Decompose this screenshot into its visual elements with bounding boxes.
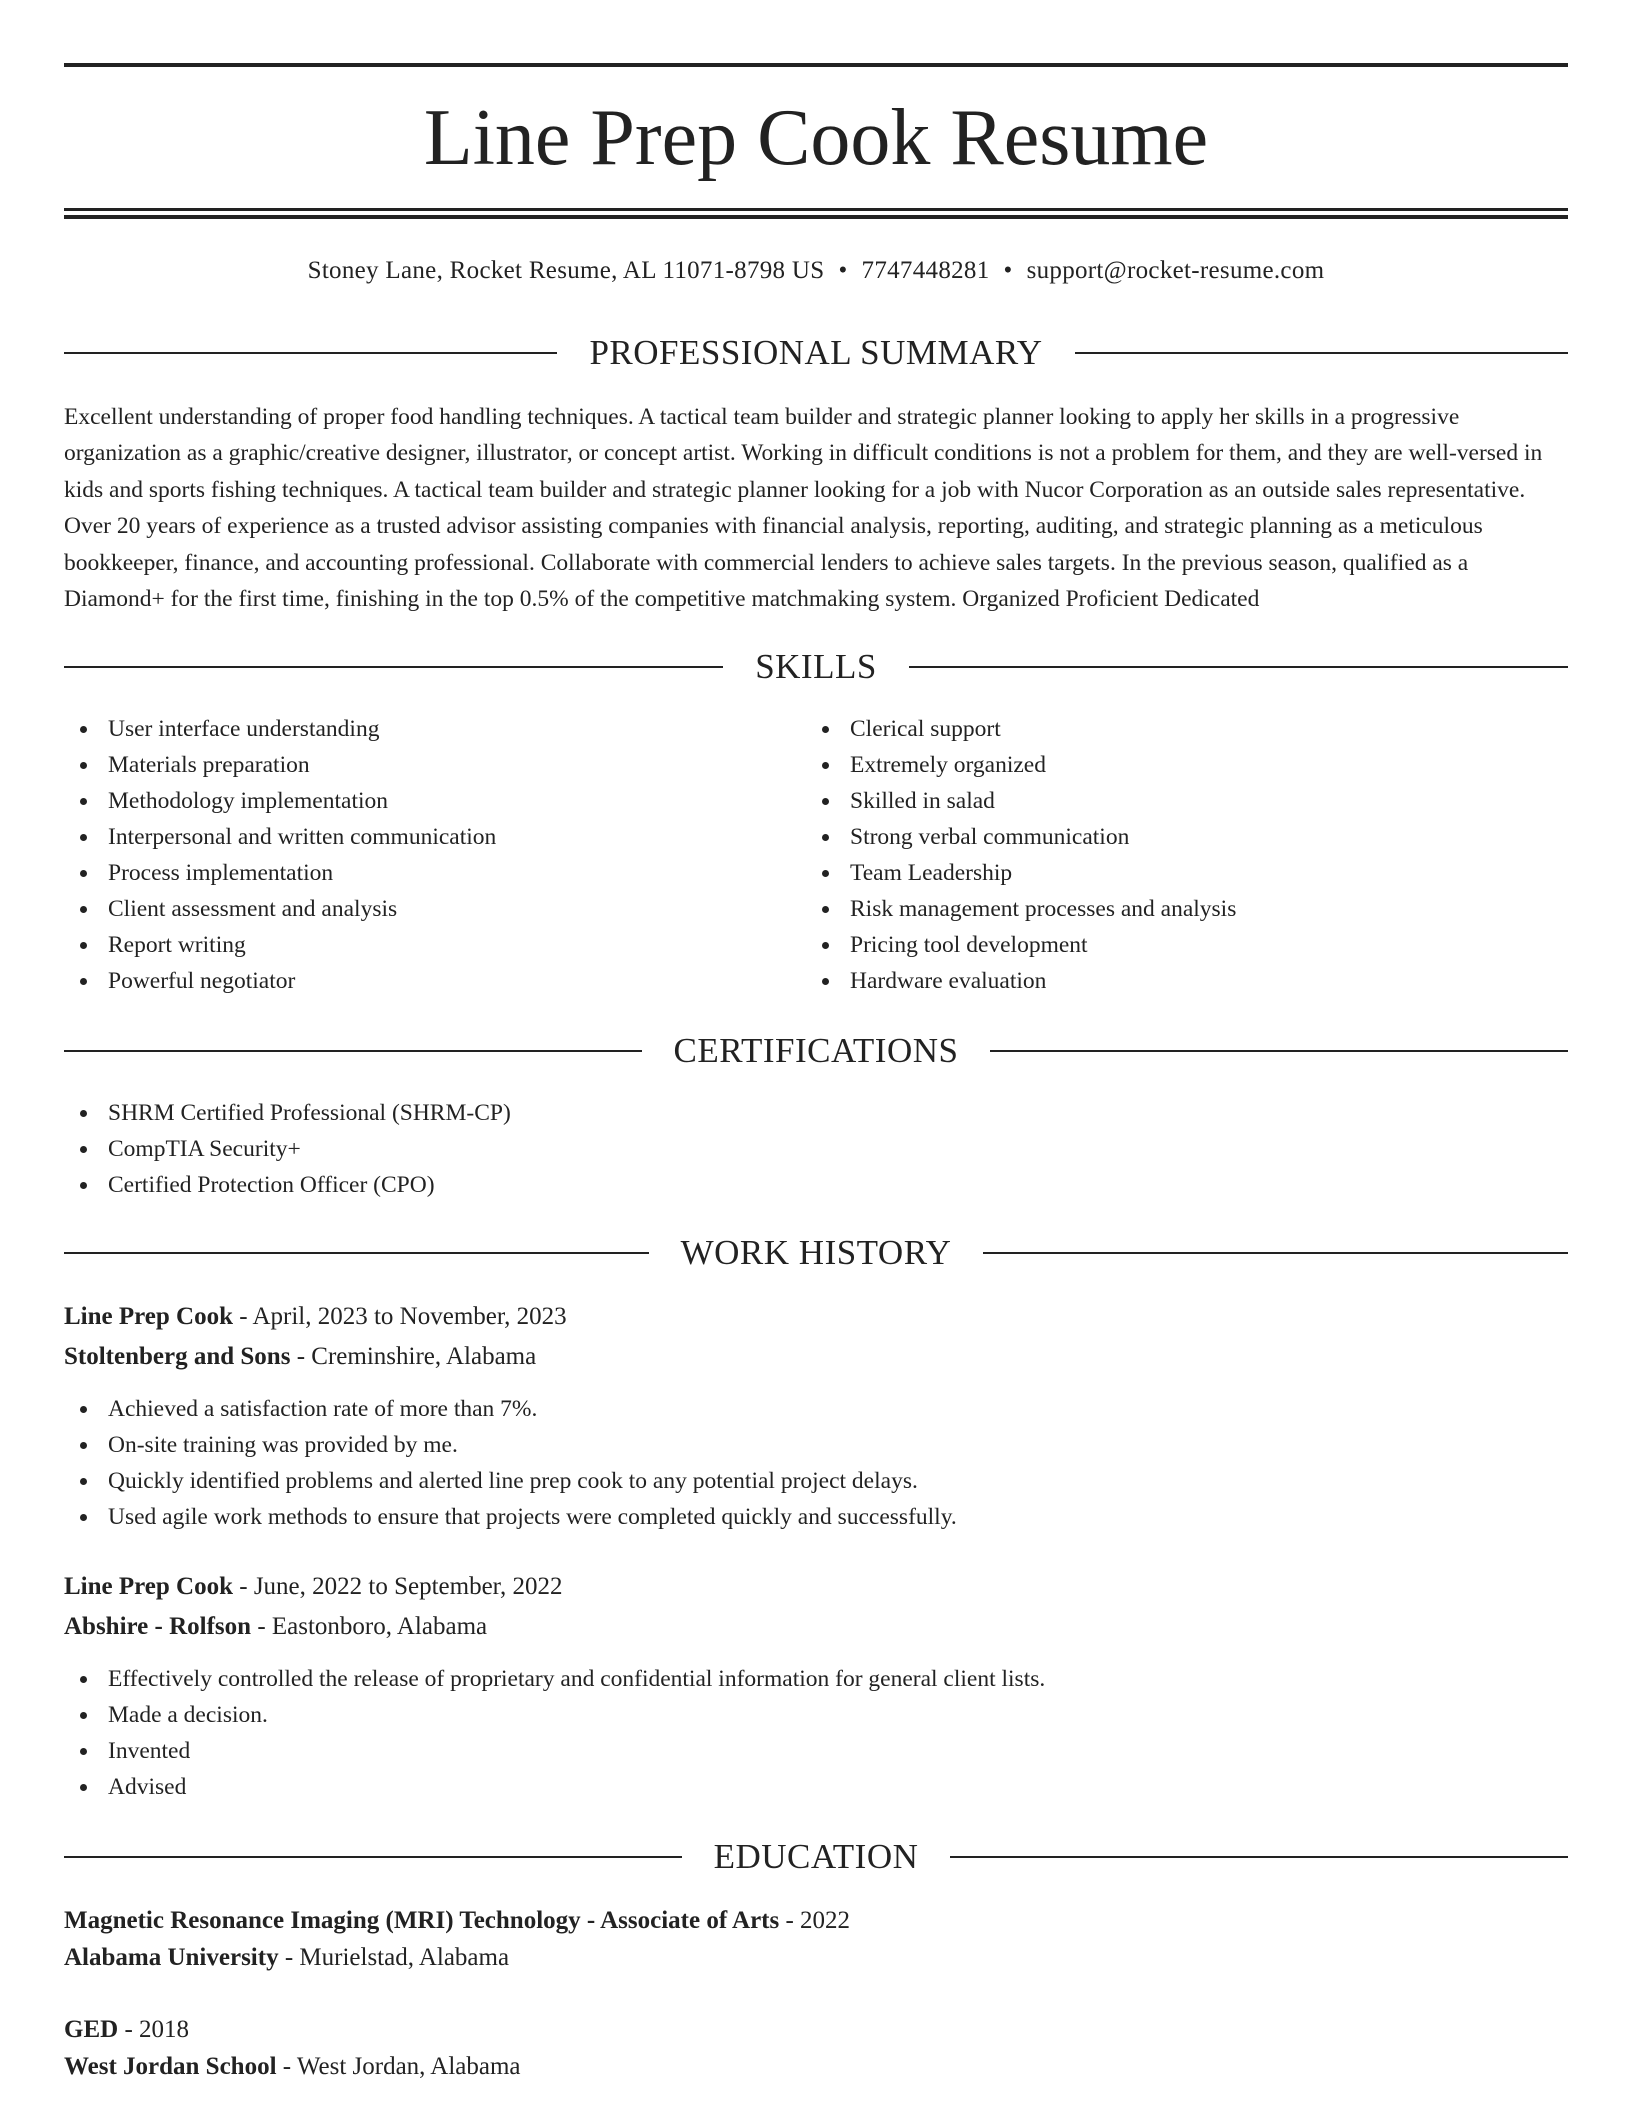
education-school: West Jordan School [64, 2053, 277, 2080]
section-rule [983, 1252, 1568, 1254]
section-title: EDUCATION [713, 1837, 919, 1876]
section-rule [909, 666, 1568, 668]
job-company-line [64, 1339, 1568, 1375]
section-rule [64, 1252, 649, 1254]
education-year: - 2018 [118, 2016, 190, 2043]
section-header-certifications [64, 1029, 1568, 1073]
job-bullet: Advised [64, 1769, 1568, 1805]
title-double-rule [64, 208, 1568, 219]
education-location: - West Jordan, Alabama [276, 2053, 521, 2080]
job-bullet: Achieved a satisfaction rate of more than 7%. [64, 1391, 1568, 1427]
skill-item: Hardware evaluation [806, 963, 1546, 999]
skill-item: Methodology implementation [64, 783, 804, 819]
summary-text: Excellent understanding of proper food handling techniques. A tactical team builder and strategic planner looking to apply her skills in a progressive organization as a graphic/creative designer, illustrator, or concept artist. Working in difficult conditions is not a problem for them, and they are well-versed in kids and sports fishing techniques. A tactical team builder and strategic planner looking for a job with Nucor Corporation as an outside sales representative. Over 20 years of experience as a trusted advisor assisting companies with financial analysis, reporting, auditing, and strategic planning as a meticulous bookkeeper, finance, and accounting professional. Collaborate with commercial lenders to achieve sales targets. In the previous season, qualified as a Diamond+ for the first time, finishing in the top 0.5% of the competitive matchmaking system. Organized Proficient Dedicated [64, 404, 1543, 613]
section-title: WORK HISTORY [680, 1233, 952, 1272]
skill-item: Strong verbal communication [806, 819, 1546, 855]
job-company-line [64, 1609, 1568, 1645]
job-location: - Eastonboro, Alabama [251, 1613, 488, 1640]
skill-item: Client assessment and analysis [64, 891, 804, 927]
job-title-line [64, 1569, 1568, 1605]
section-rule [64, 1050, 642, 1052]
section-rule [64, 1856, 682, 1858]
job-bullets [64, 1661, 1568, 1805]
education-school-line [64, 2049, 1568, 2085]
job-bullet: Made a decision. [64, 1697, 1568, 1733]
section-rule [64, 666, 723, 668]
contact-address: Stoney Lane, Rocket Resume, AL 11071-8798 US [307, 257, 825, 284]
education-degree-line [64, 1903, 1568, 1939]
section-header-work-history [64, 1231, 1568, 1275]
education-degree: Magnetic Resonance Imaging (MRI) Technology - Associate of Arts [64, 1907, 780, 1934]
top-rule [64, 63, 1568, 67]
skill-item: Powerful negotiator [64, 963, 804, 999]
skill-item: Team Leadership [806, 855, 1546, 891]
job-company: Abshire - Rolfson [64, 1613, 252, 1640]
contact-separator: • [838, 257, 848, 284]
section-header-summary [64, 331, 1568, 375]
skills-list-right [806, 711, 1546, 999]
job-bullet: Invented [64, 1733, 1568, 1769]
skill-item: Extremely organized [806, 747, 1546, 783]
section-title: CERTIFICATIONS [673, 1031, 959, 1070]
contact-email: support@rocket-resume.com [1026, 257, 1325, 284]
skills-list-left [64, 711, 804, 999]
education-degree-line [64, 2012, 1568, 2048]
skill-item: Clerical support [806, 711, 1546, 747]
job-title-line [64, 1299, 1568, 1335]
skill-item: User interface understanding [64, 711, 804, 747]
job-title: Line Prep Cook [64, 1573, 233, 1600]
skill-item: Risk management processes and analysis [806, 891, 1546, 927]
education-year: - 2022 [779, 1907, 851, 1934]
section-title: SKILLS [755, 647, 877, 686]
job-bullet: Effectively controlled the release of proprietary and confidential information for general client lists. [64, 1661, 1568, 1697]
section-header-education [64, 1835, 1568, 1879]
section-header-skills [64, 645, 1568, 689]
job-dates: - April, 2023 to November, 2023 [233, 1303, 567, 1330]
certification-item: CompTIA Security+ [64, 1131, 1568, 1167]
education-degree: GED [64, 2016, 119, 2043]
contact-line [64, 253, 1568, 289]
skill-item: Pricing tool development [806, 927, 1546, 963]
skill-item: Materials preparation [64, 747, 804, 783]
job-dates: - June, 2022 to September, 2022 [233, 1573, 563, 1600]
job-bullet: On-site training was provided by me. [64, 1427, 1568, 1463]
section-rule [64, 352, 557, 354]
certification-item: SHRM Certified Professional (SHRM-CP) [64, 1095, 1568, 1131]
education-school-line [64, 1940, 1568, 1976]
skill-item: Report writing [64, 927, 804, 963]
skill-item: Process implementation [64, 855, 804, 891]
skill-item: Interpersonal and written communication [64, 819, 804, 855]
job-bullets [64, 1391, 1568, 1535]
section-rule [1075, 352, 1568, 354]
job-company: Stoltenberg and Sons [64, 1343, 291, 1370]
section-rule [950, 1856, 1568, 1858]
contact-phone: 7747448281 [861, 257, 990, 284]
section-rule [990, 1050, 1568, 1052]
job-bullet: Quickly identified problems and alerted line prep cook to any potential project delays. [64, 1463, 1568, 1499]
resume-title: Line Prep Cook Resume [423, 94, 1209, 182]
education-location: - Murielstad, Alabama [278, 1944, 510, 1971]
section-title: PROFESSIONAL SUMMARY [589, 333, 1043, 372]
skill-item: Skilled in salad [806, 783, 1546, 819]
job-title: Line Prep Cook [64, 1303, 233, 1330]
job-location: - Creminshire, Alabama [290, 1343, 537, 1370]
certifications-list [64, 1095, 1568, 1203]
education-school: Alabama University [64, 1944, 279, 1971]
certification-item: Certified Protection Officer (CPO) [64, 1167, 1568, 1203]
job-bullet: Used agile work methods to ensure that projects were completed quickly and successfully. [64, 1499, 1568, 1535]
contact-separator: • [1003, 257, 1013, 284]
